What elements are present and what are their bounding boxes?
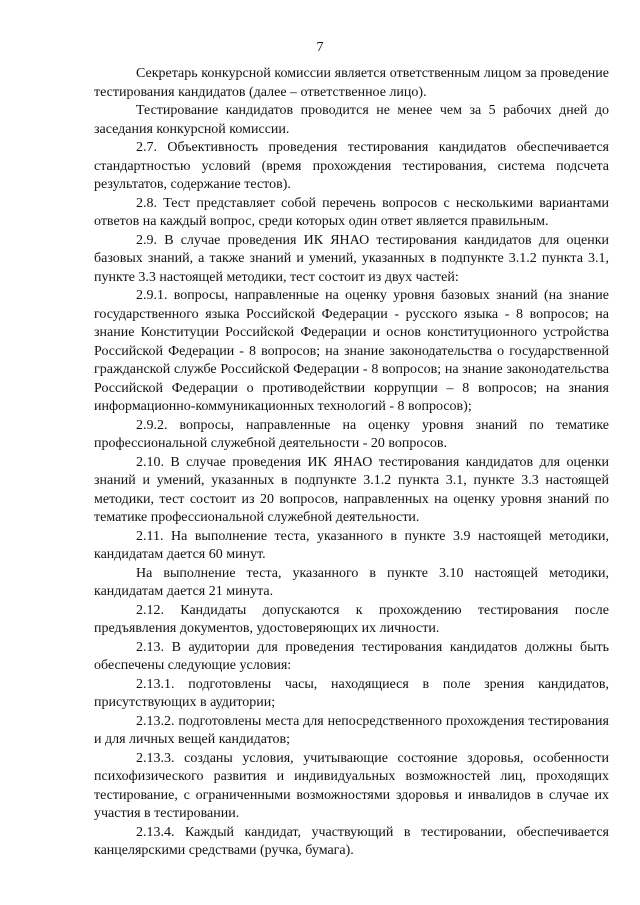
paragraph-2-9: 2.9. В случае проведения ИК ЯНАО тестирования кандидатов для оценки базовых знаний, а также знаний и умений, указанных в подпункте 3.1.2 пункта 3.1, пункте 3.3 настоящей методики, тест состоит из двух частей: [94,232,609,285]
paragraph-2-13: 2.13. В аудитории для проведения тестирования кандидатов должны быть обеспечены следующие условия: [94,639,609,673]
paragraph-2-13-1: 2.13.1. подготовлены часы, находящиеся в поле зрения кандидатов, присутствующих в аудитории; [94,676,609,710]
paragraph-testing-deadline: Тестирование кандидатов проводится не менее чем за 5 рабочих дней до заседания конкурсной комиссии. [94,103,609,137]
paragraph-2-11: 2.11. На выполнение теста, указанного в пункте 3.9 настоящей методики, кандидатам дается 60 минут. [94,528,609,562]
paragraph-2-7: 2.7. Объективность проведения тестирования кандидатов обеспечивается стандартностью условий (время прохождения тестирования, система подсчета результатов, содержание тестов). [94,140,609,192]
paragraph-2-13-2: 2.13.2. подготовлены места для непосредственного прохождения тестирования и для личных вещей кандидатов; [94,713,609,747]
paragraph-2-11-extra: На выполнение теста, указанного в пункте 3.10 настоящей методики, кандидатам дается 21 минута. [94,565,609,599]
paragraph-2-9-2: 2.9.2. вопросы, направленные на оценку уровня знаний по тематике профессиональной служебной деятельности - 20 вопросов. [94,417,609,451]
paragraph-2-9-1: 2.9.1. вопросы, направленные на оценку уровня базовых знаний (на знание государственного языка Российской Федерации - русского языка - 8 вопросов; на знание Конституции Российской Федерации и основ конституционного устройства Российской Федерации - 8 вопросов; на знание законодательства о государственной гражданской службе Российской Федерации - 8 вопросов; на знание законодательства Российской Федерации о противодействии коррупции – 8 вопросов; на знания информационно-коммуникационных технологий - 8 вопросов); [94,288,609,414]
paragraph-2-13-4: 2.13.4. Каждый кандидат, участвующий в тестировании, обеспечивается канцелярскими средствами (ручка, бумага). [94,824,609,858]
page-number: 7 [316,40,324,55]
paragraph-2-13-3: 2.13.3. созданы условия, учитывающие состояние здоровья, особенности психофизического развития и индивидуальных возможностей лиц, проходящих тестирование, с ограниченными возможностями здоровья и инвалидов в случае их участия в тестировании. [94,750,609,821]
paragraph-2-12: 2.12. Кандидаты допускаются к прохождению тестирования после предъявления документов, удостоверяющих их личности. [94,602,609,636]
paragraph-2-8: 2.8. Тест представляет собой перечень вопросов с несколькими вариантами ответов на каждый вопрос, среди которых один ответ является правильным. [94,195,609,229]
paragraph-2-10: 2.10. В случае проведения ИК ЯНАО тестирования кандидатов для оценки знаний и умений, указанных в подпункте 3.1.2 пункта 3.1, пункте 3.3 настоящей методики, тест состоит из 20 вопросов, направленных на оценку уровня знаний по тематике профессиональной служебной деятельности. [94,454,609,525]
document-body [94,65,609,861]
paragraph-secretary: Секретарь конкурсной комиссии является ответственным лицом за проведение тестирования кандидатов (далее – ответственное лицо). [94,66,609,100]
